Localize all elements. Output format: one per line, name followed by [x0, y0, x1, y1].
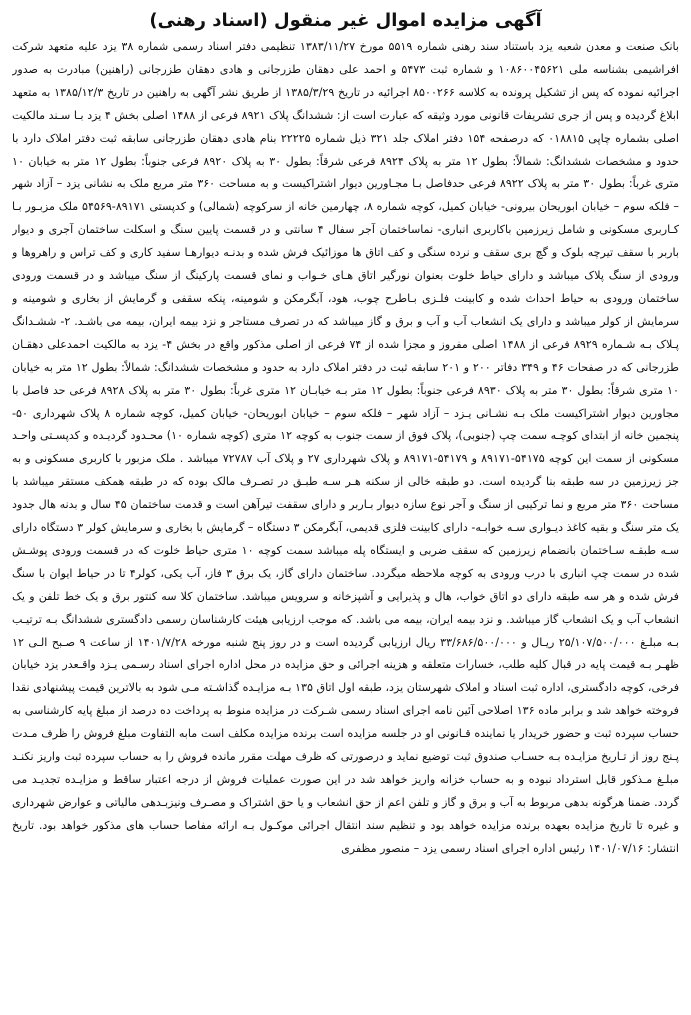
notice-title: آگهی مزایده اموال غیر منقول (اسناد رهنی)	[149, 10, 542, 31]
notice-body: بانک صنعت و معدن شعبه یزد باستناد سند رهنی شماره ۵۵۱۹ مورخ ۱۳۸۳/۱۱/۲۷ تنظیمی دفتر اسناد رسمی شماره ۳۸ یزد علیه متعهد شرکت افراشیمی بشناسه ملی ۱۰۸۶۰۰۴۵۶۲۱ و شماره ثبت ۵۴۷۳ و احمد علی دهقان طزرجانی و هادی دهقان طزرجانی (راهنین) مبادرت به صدور اجرائیه نموده که پس از تشکیل پرونده به کلاسه ۸۵۰۰۲۶۶ اجرائیه در تاریخ ۱۳۸۵/۳/۲۹ از طریق نشر آگهی به راهنین در تاریخ ۱۳۸۵/۱۲/۳ به متعهد ابلاغ گردیده و پس از جری تشریفات قانونی مورد وثیقه که عبارت است از: ششدانگ پلاک ۸۹۲۱ فرعی از ۱۴۸۸ اصلی بخش ۴ یزد بـا سـند مالکیت اصلی بشماره چاپی ۰۱۸۸۱۵ که درصفحه ۱۵۴ دفتر املاک جلد ۳۲۱ ذیل شماره ۲۲۲۲۵ بنام هادی دهقان طزرجانی سابقه ثبت دفتر املاک دارد با حدود و مشخصات ششدانگ: شمالاً: بطول ۱۲ متر به پلاک ۸۹۲۴ فرعی شرقاً: بطول ۳۰ به پلاک ۸۹۲۰ فرعی جنوباً: بطول ۱۲ متر به خیابان ۱۰ متری غرباً: بطول ۳۰ متر به پلاک ۸۹۲۲ فرعی حدفاصل بـا مجـاورین دیوار اشتراکیست و به مساحت ۳۶۰ متر مربع ملک به نشانی یزد – آزاد شهر – فلکه سوم – خیابان ابوریحان بیرونی- خیابان کمیل، کوچه شماره ۸، چهارمین خانه از سرکوچه (شمالی) و کدپستی ۸۹۱۷۱-۵۴۵۶۹ ملک مزبـور بـا کـاربری مسکونی و شامل زیرزمین باکاربری انباری- نماساختمان آجر سفال ۴ سانتی و در قسمت پایین سنگ و اسکلت ساختمان آجری و دیوار باربر با سقف تیرچه بلوک و گچ بری سقف و نرده سنگی و کف اتاق ها موزائیک فرش شده و بدنـه دیوارهـا سفید کاری و کف تراس و راهروها و ورودی از سنگ پلاک میباشد و دارای حیاط خلوت بعنوان نورگیر اتاق هـای خـواب و نمای قسمت پارکینگ از سنگ میباشد و در قسمت ورودی ساختمان ورودی به حیاط احداث شده و کابینت فلـزی بـاطرح چوب، هود، آبگرمکن و شومینه، پنکه سقفی و گرمایش از بخاری و شومینه و سرمایش از کولر میباشد و دارای یک انشعاب آب و آب و برق و گاز میباشد که در تصرف مستاجر و نزد بیمه ایران، بیمه می باشـد. ۲- ششـدانگ پـلاک بـه شـماره ۸۹۲۹ فرعی از ۱۴۸۸ اصلی مفروز و مجزا شده از ۷۴ فرعی از اصلی مذکور واقع در بخش ۴- یزد به مالکیت احمدعلی دهقـان طزرجانی که در صفحات ۴۶ و ۳۴۹ دفاتر ۲۰۰ و ۲۰۱ سابقه ثبت در دفتر املاک دارد به حدود و مشخصات ششدانگ: شمالاً: بطول ۱۲ متر به خیابان ۱۰ متری شرقاً: بطول ۳۰ متر به پلاک ۸۹۳۰ فرعی جنوباً: بطول ۱۲ متر بـه خیابـان ۱۲ متری غرباً: بطول ۳۰ متر به پلاک ۸۹۲۸ فرعی حد فاصل با مجاورین دیوار اشتراکیست ملک بـه نشـانی یـزد – آزاد شهر – فلکه سوم – خیابان ابوریحان- خیابان کمیل، کوچه شماره ۸ پلاک شهرداری ۵۰- پنجمین خانه از ابتدای کوچـه سمت چپ (جنوبی)، پلاک فوق از سمت جنوب به کوچه ۱۲ متری (کوچه شماره ۱۰) محـدود گردیـده و کدپسـتی واحـد مسکونی از سمت این کوچه ۵۴۱۷۵-۸۹۱۷۱ و ۵۴۱۷۹-۸۹۱۷۱ و پلاک شهرداری ۲۷ و پلاک آب ۷۲۷۸۷ میباشد . ملک مزبور با کاربری مسکونی و به جز زیرزمین در سه طبقه بنا گردیده است. دو طبقه خالی از سکنه هـر سـه طبـق در تصـرف مالک بوده که در طبقه همکف مستقر میباشد با مساحت ۳۶۰ متر مربع و نما ترکیبی از سنگ و آجر نوع سازه دیوار بـاربر و دارای سقفت تیرآهن است و قدمت ساختمان ۴۵ سال و بدنه هال جدود یک متر سنگ و بقیه کاغذ دیـواری سـه خوابـه- دارای کابینت فلزی قدیمی، آبگرمکن ۳ دستگاه – گرمایش با بخاری و سرمایش کولر ۳ دستگاه دارای سـه طبقـه سـاختمان بانضمام زیرزمین که سقف ضربی و ایستگاه پله میباشد سمت کوچه ۱۰ متری حیاط خلوت که در قسمت ورودی پوشـش شده در سمت چپ انباری با درب ورودی به کوچه ملاحظه میگردد. ساختمان دارای گاز، یک برق ۳ فاز، آب یکی، کولر۴ تا در حیاط ایوان با سنگ فرش شده و هر سه طبقه دارای دو اتاق خواب، هال و پذیرایی و آشپزخانه و سرویس میباشد. ساختمان کلا سه کنتور برق و یک خط تلفن و یک انشعاب آب و یک انشعاب گاز میباشد. و نزد بیمه ایران، بیمه می باشد. که موجب ارزیابی هیئت کارشناسان رسمی دادگستری ششدانگ بـه ترتیـب بـه مبلـغ ۲۵/۱۰۷/۵۰۰/۰۰۰ ریـال و ۳۳/۶۸۶/۵۰۰/۰۰۰ ریال ارزیابی گردیده است و در روز پنج شنبه مورخه ۱۴۰۱/۷/۲۸ از ساعت ۹ صـبح الـی ۱۲ ظهـر بـه قیمت پایه در قبال کلیه طلب، خسارات متعلقه و هزینه اجرائی و حق مزایده در محل اداره اجرای اسناد رسـمی یـزد واقـعدر یزد خیابان فرخی، کوچه دادگستری، اداره ثبت اسناد و املاک شهرستان یزد، طبقه اول اتاق ۱۳۵ بـه مزایـده گذاشـته مـی شود به بالاترین قیمت پیشنهادی نقدا فروخته خواهد شد و برابر ماده ۱۳۶ اصلاحی آئین نامه اجرای اسناد رسمی شـرکت در مزایده منوط به پرداخت ده درصد از مبلغ پایه کارشناسی به حساب سپرده ثبت و حضور خریدار یا نماینده قـانونی او در جلسه مزایده است برنده مزایده مکلف است مابه التفاوت مبلغ فروش را ظرف مـدت پـنج روز از تـاریخ مزایـده بـه حسـاب صندوق ثبت توضیع نماید و درصورتی که ظرف مهلت مقرر مانده فروش را به حساب سپرده ثبت واریز نکنـد مبلـغ مـذکور قابل استرداد نبوده و به حساب خزانه واریز خواهد شد در این صورت عملیات فروش از درجه اعتبار ساقط و مزایـده تجدیـد می گردد. ضمنا هرگونه بدهی مربوط به آب و برق و گاز و تلفن اعم از حق انشعاب و یا حق اشتراک و مصـرف ونیزبـدهی مالیاتی و عوارض شهرداری و غیره تا تاریخ مزایده بعهده برنده مزایده خواهد بود و تنظیم سند انتقال اجرائی موکـول بـه ارائه مفاصا حساب های مذکور خواهد بود. تاریخ انتشار: ۱۴۰۱/۰۷/۱۶ رئیس اداره اجرای اسناد رسمی یزد – منصور مظفری	[12, 40, 679, 855]
